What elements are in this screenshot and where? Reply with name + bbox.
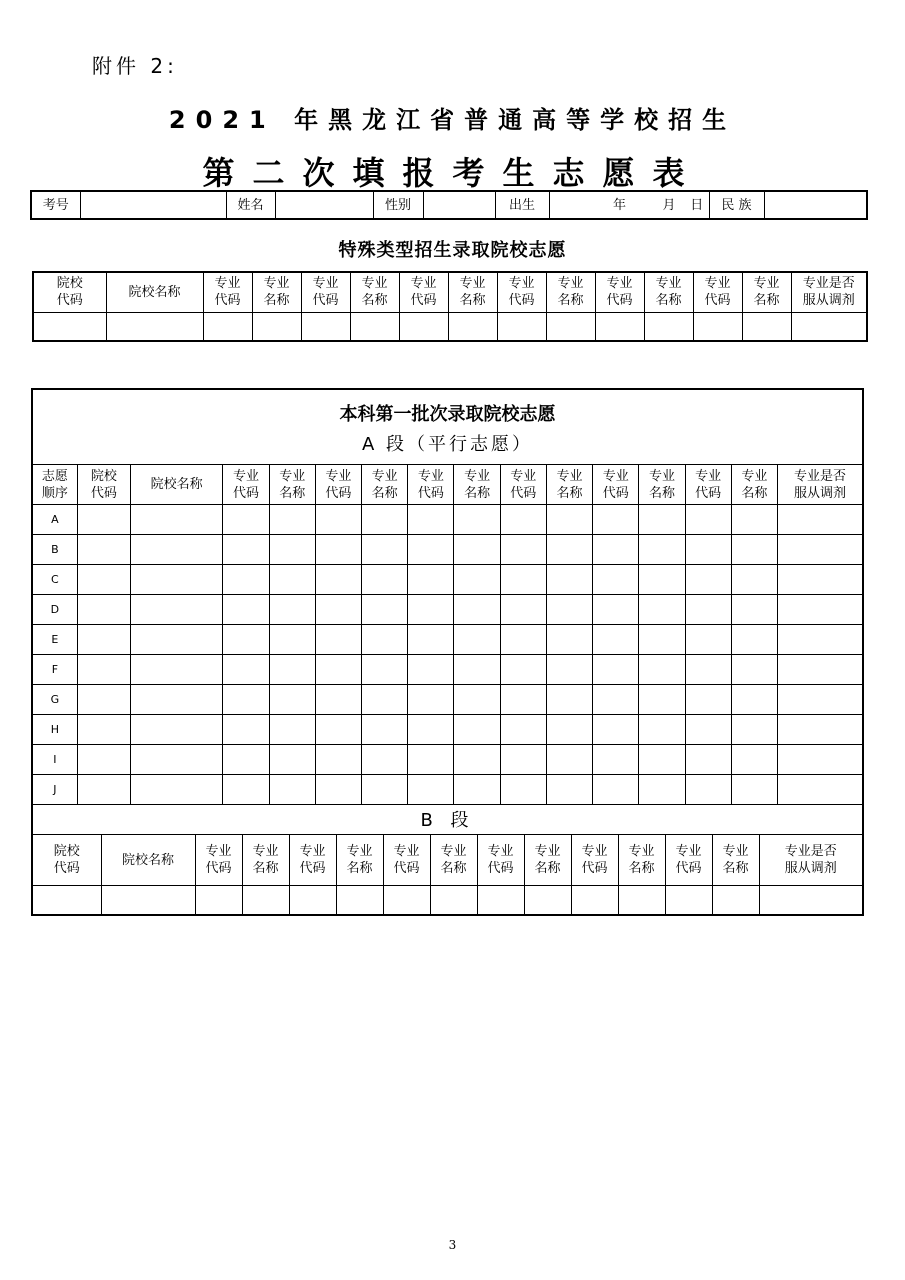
entry-cell[interactable]	[130, 625, 222, 655]
col-major-code: 专业 代码	[477, 835, 524, 886]
entry-cell[interactable]	[315, 775, 361, 805]
col-school-code: 院校 代码	[33, 272, 106, 312]
section-b-table	[33, 834, 862, 915]
entry-cell[interactable]	[223, 625, 269, 655]
entry-cell[interactable]	[408, 685, 454, 715]
entry-cell[interactable]	[269, 595, 315, 625]
entry-cell[interactable]	[362, 715, 408, 745]
entry-cell[interactable]	[685, 535, 731, 565]
entry-cell[interactable]	[454, 655, 500, 685]
entry-cell[interactable]	[77, 565, 130, 595]
entry-cell[interactable]	[685, 685, 731, 715]
entry-cell[interactable]	[101, 886, 195, 915]
entry-cell[interactable]	[223, 745, 269, 775]
entry-cell[interactable]	[362, 775, 408, 805]
entry-cell[interactable]	[778, 655, 862, 685]
section-a-header-row	[33, 465, 862, 505]
batch1-title: 本科第一批次录取院校志愿	[339, 404, 556, 425]
col-adjust: 专业是否 服从调剂	[791, 272, 867, 312]
entry-cell[interactable]	[685, 655, 731, 685]
name-label: 姓名	[226, 191, 275, 219]
entry-cell[interactable]	[315, 625, 361, 655]
entry-cell[interactable]	[130, 535, 222, 565]
entry-cell[interactable]	[362, 505, 408, 535]
entry-cell[interactable]	[315, 535, 361, 565]
entry-cell[interactable]	[408, 595, 454, 625]
entry-cell[interactable]	[130, 505, 222, 535]
col-major-name: 专业 名称	[546, 465, 592, 505]
entry-cell[interactable]	[33, 312, 106, 341]
entry-cell[interactable]	[546, 625, 592, 655]
entry-cell[interactable]	[731, 505, 777, 535]
entry-cell[interactable]	[685, 625, 731, 655]
section-a-row	[33, 505, 862, 535]
col-major-code: 专业 代码	[289, 835, 336, 886]
col-major-code: 专业 代码	[223, 465, 269, 505]
entry-cell[interactable]	[742, 312, 791, 341]
entry-cell[interactable]	[77, 685, 130, 715]
section-a-row	[33, 625, 862, 655]
entry-cell[interactable]	[269, 775, 315, 805]
entry-cell[interactable]	[685, 595, 731, 625]
col-major-code: 专业 代码	[665, 835, 712, 886]
form-title-line2: 第二次填报考生志愿表	[202, 154, 703, 192]
col-major-name: 专业 名称	[448, 272, 497, 312]
entry-cell[interactable]	[500, 775, 546, 805]
entry-cell[interactable]	[731, 745, 777, 775]
birth-label: 出生	[495, 191, 549, 219]
entry-cell[interactable]	[77, 745, 130, 775]
col-school-name: 院校名称	[101, 835, 195, 886]
entry-cell[interactable]	[223, 565, 269, 595]
entry-cell[interactable]	[546, 715, 592, 745]
entry-cell[interactable]	[546, 595, 592, 625]
entry-cell[interactable]	[289, 886, 336, 915]
entry-cell[interactable]	[454, 715, 500, 745]
col-major-code: 专业 代码	[593, 465, 639, 505]
entry-cell[interactable]	[223, 715, 269, 745]
special-header-row	[33, 272, 867, 312]
entry-cell[interactable]	[383, 886, 430, 915]
entry-cell[interactable]	[203, 312, 252, 341]
entry-cell[interactable]	[77, 775, 130, 805]
col-adjust: 专业是否 服从调剂	[778, 465, 862, 505]
entry-cell[interactable]	[593, 505, 639, 535]
entry-cell[interactable]	[130, 775, 222, 805]
entry-cell[interactable]	[130, 715, 222, 745]
entry-cell[interactable]	[639, 775, 685, 805]
section-a-row	[33, 655, 862, 685]
section-a-table	[33, 464, 862, 805]
col-major-code: 专业 代码	[203, 272, 252, 312]
entry-cell[interactable]	[269, 535, 315, 565]
entry-cell[interactable]	[242, 886, 289, 915]
entry-cell[interactable]	[454, 685, 500, 715]
ethnicity-label: 民 族	[709, 191, 764, 219]
entry-cell[interactable]	[408, 535, 454, 565]
entry-cell[interactable]	[618, 886, 665, 915]
entry-cell[interactable]	[223, 505, 269, 535]
entry-cell[interactable]	[731, 775, 777, 805]
entry-cell[interactable]	[223, 775, 269, 805]
entry-cell[interactable]	[500, 505, 546, 535]
entry-cell[interactable]	[130, 565, 222, 595]
entry-cell[interactable]	[77, 715, 130, 745]
entry-cell[interactable]	[593, 655, 639, 685]
entry-cell[interactable]	[500, 565, 546, 595]
entry-cell[interactable]	[593, 535, 639, 565]
entry-cell[interactable]	[408, 565, 454, 595]
entry-cell[interactable]	[252, 312, 301, 341]
entry-cell[interactable]	[315, 745, 361, 775]
entry-cell[interactable]	[778, 715, 862, 745]
entry-cell[interactable]	[362, 595, 408, 625]
entry-cell[interactable]	[362, 685, 408, 715]
col-order: 志愿 顺序	[33, 465, 77, 505]
entry-cell[interactable]	[546, 685, 592, 715]
entry-cell[interactable]	[639, 505, 685, 535]
entry-cell[interactable]	[223, 595, 269, 625]
entry-cell[interactable]	[593, 625, 639, 655]
col-major-name: 专业 名称	[252, 272, 301, 312]
entry-cell[interactable]	[639, 685, 685, 715]
form-title-line1: 2021 年黑龙江省普通高等学校招生	[168, 106, 737, 134]
row-order-label: B	[33, 535, 77, 565]
entry-cell[interactable]	[336, 886, 383, 915]
entry-cell[interactable]	[546, 565, 592, 595]
entry-cell[interactable]	[778, 595, 862, 625]
entry-cell[interactable]	[693, 312, 742, 341]
entry-cell[interactable]	[269, 745, 315, 775]
entry-cell[interactable]	[448, 312, 497, 341]
entry-cell[interactable]	[778, 535, 862, 565]
entry-cell[interactable]	[731, 595, 777, 625]
entry-cell[interactable]	[315, 595, 361, 625]
entry-cell[interactable]	[454, 775, 500, 805]
entry-cell[interactable]	[685, 775, 731, 805]
entry-cell[interactable]	[408, 505, 454, 535]
entry-cell[interactable]	[595, 312, 644, 341]
exam-no-field[interactable]	[80, 191, 226, 219]
row-order-label: H	[33, 715, 77, 745]
applicant-info-table	[30, 190, 868, 220]
col-major-code: 专业 代码	[315, 465, 361, 505]
gender-field[interactable]	[423, 191, 495, 219]
entry-cell[interactable]	[778, 505, 862, 535]
entry-cell[interactable]	[546, 312, 595, 341]
entry-cell[interactable]	[778, 685, 862, 715]
col-major-name: 专业 名称	[639, 465, 685, 505]
col-major-name: 专业 名称	[546, 272, 595, 312]
col-major-code: 专业 代码	[595, 272, 644, 312]
col-major-name: 专业 名称	[712, 835, 759, 886]
entry-cell[interactable]	[130, 655, 222, 685]
col-major-code: 专业 代码	[497, 272, 546, 312]
entry-cell[interactable]	[571, 886, 618, 915]
entry-cell[interactable]	[546, 655, 592, 685]
entry-cell[interactable]	[731, 655, 777, 685]
entry-cell[interactable]	[497, 312, 546, 341]
entry-cell[interactable]	[454, 595, 500, 625]
entry-cell[interactable]	[315, 715, 361, 745]
row-order-label: A	[33, 505, 77, 535]
entry-cell[interactable]	[77, 655, 130, 685]
entry-cell[interactable]	[362, 565, 408, 595]
entry-cell[interactable]	[731, 535, 777, 565]
entry-cell[interactable]	[593, 745, 639, 775]
page-number: 3	[448, 1238, 457, 1252]
section-a-row	[33, 775, 862, 805]
entry-cell[interactable]	[685, 565, 731, 595]
entry-cell[interactable]	[500, 745, 546, 775]
entry-cell[interactable]	[408, 715, 454, 745]
entry-cell[interactable]	[500, 685, 546, 715]
col-major-name: 专业 名称	[430, 835, 477, 886]
entry-cell[interactable]	[301, 312, 350, 341]
section-b-title: B 段	[420, 810, 475, 831]
entry-cell[interactable]	[639, 655, 685, 685]
name-field[interactable]	[275, 191, 373, 219]
col-major-code: 专业 代码	[301, 272, 350, 312]
entry-cell[interactable]	[454, 625, 500, 655]
row-order-label: F	[33, 655, 77, 685]
entry-cell[interactable]	[685, 745, 731, 775]
entry-cell[interactable]	[500, 715, 546, 745]
birth-year-field[interactable]	[549, 191, 613, 219]
entry-cell[interactable]	[500, 535, 546, 565]
entry-cell[interactable]	[644, 312, 693, 341]
entry-cell[interactable]	[524, 886, 571, 915]
entry-cell[interactable]	[315, 505, 361, 535]
section-a-row	[33, 565, 862, 595]
entry-cell[interactable]	[454, 505, 500, 535]
exam-no-label: 考号	[31, 191, 80, 219]
row-order-label: C	[33, 565, 77, 595]
entry-cell[interactable]	[500, 655, 546, 685]
entry-cell[interactable]	[269, 565, 315, 595]
entry-cell[interactable]	[685, 505, 731, 535]
entry-cell[interactable]	[639, 745, 685, 775]
col-major-name: 专业 名称	[336, 835, 383, 886]
gender-label: 性别	[373, 191, 423, 219]
entry-cell[interactable]	[731, 715, 777, 745]
entry-cell[interactable]	[106, 312, 203, 341]
col-school-name: 院校名称	[106, 272, 203, 312]
entry-cell[interactable]	[315, 685, 361, 715]
col-major-code: 专业 代码	[693, 272, 742, 312]
col-major-name: 专业 名称	[269, 465, 315, 505]
entry-cell[interactable]	[778, 745, 862, 775]
ethnicity-field[interactable]	[764, 191, 867, 219]
entry-cell[interactable]	[269, 625, 315, 655]
entry-cell[interactable]	[639, 565, 685, 595]
year-label: 年	[613, 191, 653, 219]
row-order-label: G	[33, 685, 77, 715]
entry-cell[interactable]	[593, 715, 639, 745]
row-order-label: D	[33, 595, 77, 625]
entry-cell[interactable]	[546, 745, 592, 775]
row-order-label: E	[33, 625, 77, 655]
entry-cell[interactable]	[223, 535, 269, 565]
col-major-code: 专业 代码	[399, 272, 448, 312]
entry-cell[interactable]	[399, 312, 448, 341]
entry-cell[interactable]	[130, 685, 222, 715]
col-major-name: 专业 名称	[524, 835, 571, 886]
entry-cell[interactable]	[546, 505, 592, 535]
col-major-name: 专业 名称	[644, 272, 693, 312]
section-a-row	[33, 595, 862, 625]
section-a-row	[33, 535, 862, 565]
col-major-name: 专业 名称	[350, 272, 399, 312]
entry-cell[interactable]	[430, 886, 477, 915]
entry-cell[interactable]	[408, 745, 454, 775]
entry-cell[interactable]	[546, 775, 592, 805]
entry-cell[interactable]	[731, 565, 777, 595]
entry-cell[interactable]	[362, 655, 408, 685]
entry-cell[interactable]	[639, 535, 685, 565]
special-admission-table	[32, 271, 868, 342]
entry-cell[interactable]	[593, 595, 639, 625]
col-major-name: 专业 名称	[618, 835, 665, 886]
entry-cell[interactable]	[408, 775, 454, 805]
section-a-row	[33, 715, 862, 745]
section-b-entry-row	[33, 886, 862, 915]
entry-cell[interactable]	[269, 655, 315, 685]
entry-cell[interactable]	[362, 625, 408, 655]
entry-cell[interactable]	[791, 312, 867, 341]
entry-cell[interactable]	[546, 535, 592, 565]
col-school-name: 院校名称	[130, 465, 222, 505]
entry-cell[interactable]	[77, 595, 130, 625]
entry-cell[interactable]	[639, 625, 685, 655]
entry-cell[interactable]	[685, 715, 731, 745]
entry-cell[interactable]	[408, 625, 454, 655]
col-major-code: 专业 代码	[408, 465, 454, 505]
entry-cell[interactable]	[33, 886, 101, 915]
col-major-code: 专业 代码	[500, 465, 546, 505]
month-label: 月	[653, 191, 685, 219]
entry-cell[interactable]	[639, 715, 685, 745]
entry-cell[interactable]	[593, 565, 639, 595]
section-b-header-row	[33, 835, 862, 886]
entry-cell[interactable]	[269, 685, 315, 715]
day-label: 日	[685, 191, 709, 219]
entry-cell[interactable]	[593, 685, 639, 715]
col-major-code: 专业 代码	[685, 465, 731, 505]
col-major-code: 专业 代码	[195, 835, 242, 886]
entry-cell[interactable]	[454, 565, 500, 595]
section-a-row	[33, 685, 862, 715]
entry-cell[interactable]	[665, 886, 712, 915]
entry-cell[interactable]	[408, 655, 454, 685]
col-major-name: 专业 名称	[731, 465, 777, 505]
entry-cell[interactable]	[731, 685, 777, 715]
entry-cell[interactable]	[500, 595, 546, 625]
col-adjust: 专业是否 服从调剂	[759, 835, 862, 886]
section-a-row	[33, 745, 862, 775]
col-major-name: 专业 名称	[454, 465, 500, 505]
special-admission-title: 特殊类型招生录取院校志愿	[338, 240, 567, 261]
entry-cell[interactable]	[130, 595, 222, 625]
entry-cell[interactable]	[454, 745, 500, 775]
row-order-label: J	[33, 775, 77, 805]
entry-cell[interactable]	[130, 745, 222, 775]
col-major-name: 专业 名称	[742, 272, 791, 312]
col-major-code: 专业 代码	[571, 835, 618, 886]
entry-cell[interactable]	[223, 685, 269, 715]
entry-cell[interactable]	[778, 565, 862, 595]
entry-cell[interactable]	[269, 715, 315, 745]
col-school-code: 院校 代码	[77, 465, 130, 505]
special-entry-row	[33, 312, 867, 341]
entry-cell[interactable]	[362, 745, 408, 775]
col-major-name: 专业 名称	[242, 835, 289, 886]
row-order-label: I	[33, 745, 77, 775]
attachment-label: 附件 2:	[92, 54, 178, 78]
entry-cell[interactable]	[759, 886, 862, 915]
section-a-title: A 段（平行志愿）	[361, 434, 534, 455]
entry-cell[interactable]	[731, 625, 777, 655]
entry-cell[interactable]	[350, 312, 399, 341]
col-major-name: 专业 名称	[362, 465, 408, 505]
entry-cell[interactable]	[593, 775, 639, 805]
entry-cell[interactable]	[195, 886, 242, 915]
entry-cell[interactable]	[269, 505, 315, 535]
entry-cell[interactable]	[362, 535, 408, 565]
entry-cell[interactable]	[77, 505, 130, 535]
entry-cell[interactable]	[315, 655, 361, 685]
entry-cell[interactable]	[77, 535, 130, 565]
entry-cell[interactable]	[315, 565, 361, 595]
entry-cell[interactable]	[223, 655, 269, 685]
col-major-code: 专业 代码	[383, 835, 430, 886]
entry-cell[interactable]	[477, 886, 524, 915]
entry-cell[interactable]	[454, 535, 500, 565]
entry-cell[interactable]	[77, 625, 130, 655]
entry-cell[interactable]	[500, 625, 546, 655]
entry-cell[interactable]	[778, 775, 862, 805]
entry-cell[interactable]	[712, 886, 759, 915]
entry-cell[interactable]	[778, 625, 862, 655]
col-school-code: 院校 代码	[33, 835, 101, 886]
entry-cell[interactable]	[639, 595, 685, 625]
